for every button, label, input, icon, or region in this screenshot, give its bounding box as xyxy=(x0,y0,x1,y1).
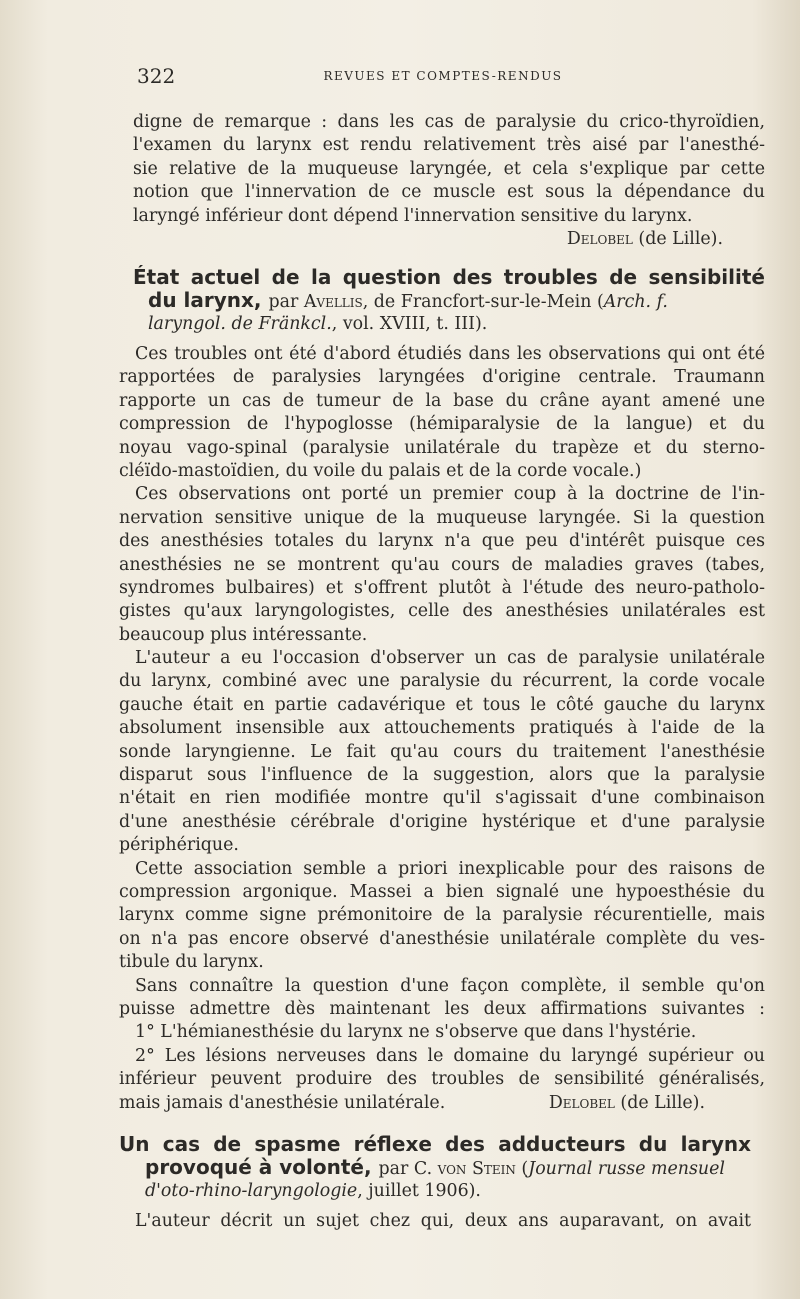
article2-body xyxy=(119,343,765,1115)
text-line: on n'a pas encore observé d'anesthésie unilatérale complète du ves- xyxy=(119,928,765,949)
article3-paren: ( xyxy=(521,1159,529,1180)
text-line: du larynx, combiné avec une paralysie du récurrent, la corde vocale xyxy=(119,671,765,692)
signature xyxy=(133,228,765,251)
article3-body xyxy=(119,1210,751,1233)
article3-heading xyxy=(119,1133,751,1203)
article3-title-line2 xyxy=(119,1156,751,1179)
text-line: Ces troubles ont été d'abord étudiés dans les observations qui ont été xyxy=(135,344,765,364)
article3-author: Stein xyxy=(471,1159,516,1180)
text-line: larynx comme signe prémonitoire de la paralysie récurentielle, mais xyxy=(119,905,765,926)
article3-by: par C. xyxy=(378,1159,433,1180)
text-line: périphérique. xyxy=(119,835,239,856)
article2-volume: , vol. XVIII, t. III). xyxy=(331,313,488,334)
article3-date: , juillet 1906). xyxy=(357,1180,481,1201)
text-line: rapportées de paralysies laryngées d'origine centrale. Traumann xyxy=(119,367,765,388)
text-line: anesthésies ne se montrent qu'au cours de maladies graves (tabes, xyxy=(119,554,765,575)
text-line: cléïdo-mastoïdien, du voile du palais et de la corde vocale.) xyxy=(119,460,642,481)
signature-name: Delobel xyxy=(566,228,633,249)
text-line: L'auteur a eu l'occasion d'observer un cas de paralysie unilatérale xyxy=(135,648,765,669)
text-line: absolument insensible aux attouchements pratiqués à l'aide de la xyxy=(119,718,765,739)
article2-title-line2 xyxy=(133,289,765,312)
article3-title: Un cas de spasme réflexe des adducteurs du larynx xyxy=(119,1132,751,1156)
article2-journal: Arch. f. xyxy=(603,292,668,313)
article3-journal-cont: d'oto-rhino-laryngologie xyxy=(145,1180,358,1201)
article3-journal: Journal russe mensuel xyxy=(528,1159,725,1180)
text-line-with-signature xyxy=(119,1092,765,1115)
signature-name: Delobel xyxy=(548,1092,615,1113)
running-head: REVUES ET COMPTES-RENDUS xyxy=(323,69,563,83)
article2-journal-cont: laryngol. de Fränkcl. xyxy=(148,313,332,334)
text-line: d'une anesthésie cérébrale d'origine hystérique et d'une paralysie xyxy=(119,811,765,832)
text-line: gistes qu'aux laryngologistes, celle des anesthésies unilatérales est xyxy=(119,601,765,622)
article2-heading xyxy=(133,266,765,336)
article2-citation xyxy=(133,313,765,336)
text-line: syndromes bulbaires) et s'offrent plutôt à l'étude des neuro-patholo- xyxy=(119,577,765,598)
text-line: 2° Les lésions nerveuses dans le domaine du laryngé supérieur ou xyxy=(135,1045,765,1066)
signature-place: (de Lille). xyxy=(638,228,723,249)
text-line: n'était en rien modifiée montre qu'il s'agissait d'une combinaison xyxy=(119,788,765,809)
page-header xyxy=(137,64,749,88)
text-line: compression de l'hypoglosse (hémiparalysie de la langue) et du xyxy=(119,414,765,435)
article2-author: Avellis, xyxy=(303,292,369,313)
text-line: sonde laryngienne. Le fait qu'au cours du traitement l'anesthésie xyxy=(119,741,765,762)
article2-title: État actuel de la question des troubles de sensibilité xyxy=(133,265,765,289)
article3-citation xyxy=(119,1180,751,1203)
section1-paragraph xyxy=(133,111,765,251)
text-line: Cette association semble a priori inexplicable pour des raisons de xyxy=(135,858,765,879)
page-number: 322 xyxy=(137,64,176,88)
article2-title-subject: du larynx, xyxy=(148,288,262,313)
text-line: sie relative de la muqueuse laryngée, et cela s'explique par cette xyxy=(133,158,765,179)
text-line: Ces observations ont porté un premier coup à la doctrine de l'in- xyxy=(135,484,765,505)
text-line: digne de remarque : dans les cas de paralysie du crico-thyroïdien, xyxy=(133,112,765,132)
text-line: inférieur peuvent produire des troubles de sensibilité généralisés, xyxy=(119,1069,765,1090)
text-line: nervation sensitive unique de la muqueuse laryngée. Si la question xyxy=(119,507,765,528)
text-line: disparut sous l'influence de la suggestion, alors que la paralysie xyxy=(119,765,765,786)
article3-title-subject: provoqué à volonté, xyxy=(145,1155,372,1180)
text-line: Sans connaître la question d'une façon complète, il semble qu'on xyxy=(135,975,765,996)
article3-particle: von xyxy=(437,1159,467,1180)
text-line: noyau vago-spinal (paralysie unilatérale du trapèze et du sterno- xyxy=(119,437,765,458)
text-line: compression argonique. Massei a bien signalé une hypoesthésie du xyxy=(119,881,765,902)
text-line: l'examen du larynx est rendu relativement très aisé par l'anesthé- xyxy=(133,135,765,156)
text-line: rapporte un cas de tumeur de la base du crâne ayant amené une xyxy=(119,390,765,411)
text-line: beaucoup plus intéressante. xyxy=(119,624,368,645)
text-line: puisse admettre dès maintenant les deux affirmations suivantes : xyxy=(119,998,765,1019)
text-line: notion que l'innervation de ce muscle est sous la dépendance du xyxy=(133,182,765,203)
text-line: L'auteur décrit un sujet chez qui, deux ans auparavant, on avait xyxy=(135,1211,751,1231)
text-line: laryngé inférieur dont dépend l'innervation sensitive du larynx. xyxy=(133,205,693,226)
text-line: des anesthésies totales du larynx n'a que peu d'intérêt puisque ces xyxy=(119,531,765,552)
signature-place: (de Lille). xyxy=(620,1092,705,1113)
text-line: mais jamais d'anesthésie unilatérale. xyxy=(119,1092,446,1113)
text-line: 1° L'hémianesthésie du larynx ne s'observe que dans l'hystérie. xyxy=(135,1022,697,1043)
text-line: tibule du larynx. xyxy=(119,952,264,973)
article2-by: par xyxy=(268,292,299,313)
article2-origin: de Francfort-sur-le-Mein ( xyxy=(373,292,604,313)
text-line: gauche était en partie cadavérique et tous le côté gauche du larynx xyxy=(119,694,765,715)
